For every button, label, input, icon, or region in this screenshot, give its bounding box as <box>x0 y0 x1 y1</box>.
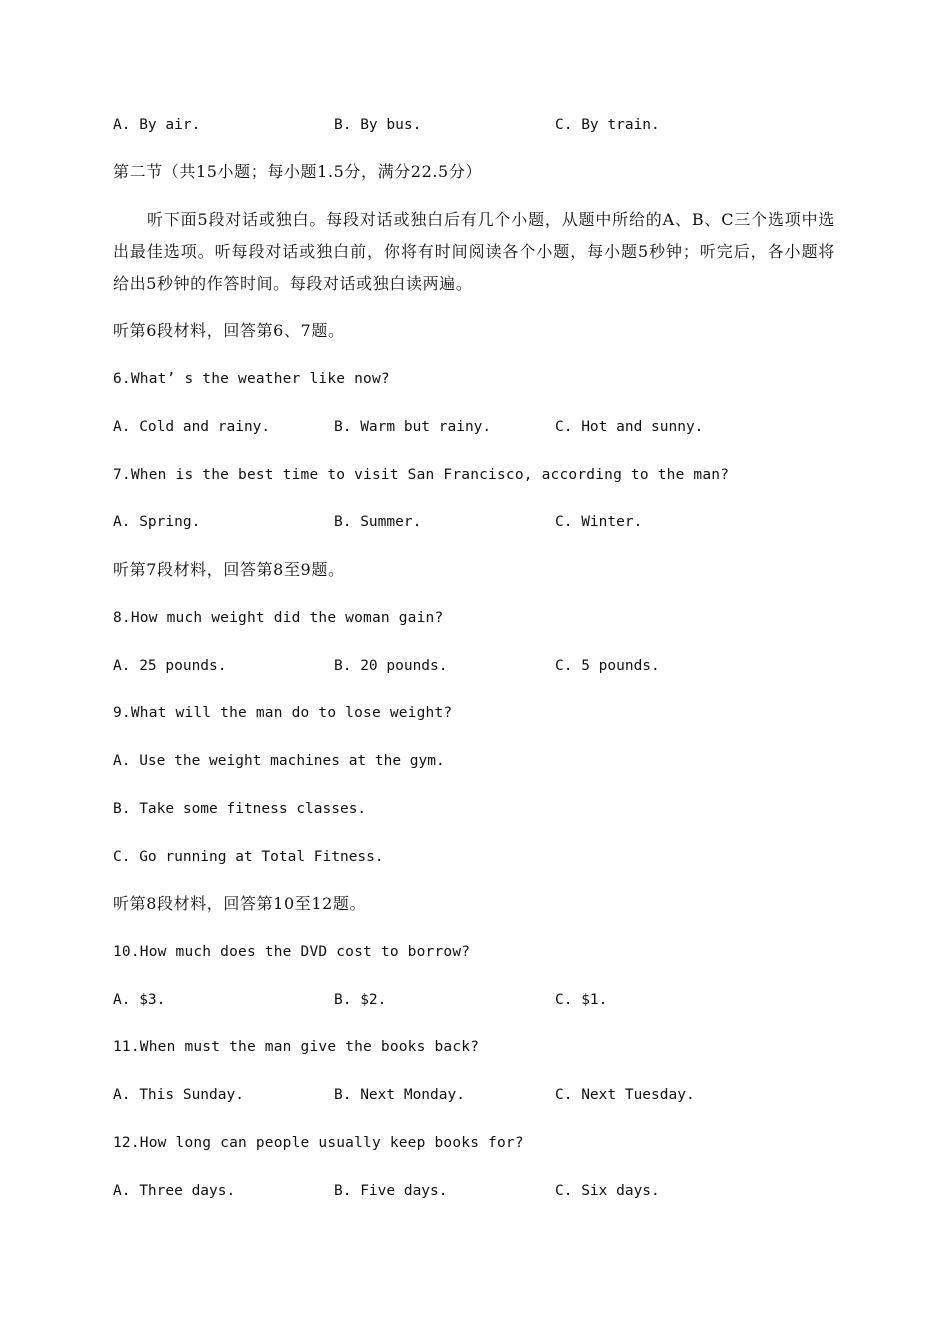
q9-option-b: B. Take some fitness classes. <box>113 801 367 817</box>
q10-stem: 10.How much does the DVD cost to borrow? <box>113 944 471 960</box>
q9-option-c: C. Go running at Total Fitness. <box>113 849 384 865</box>
q10-option-a: A. $3. <box>113 992 166 1008</box>
section2-instructions: 听下面5段对话或独白。每段对话或独白后有几个小题，从题中所给的A、B、C三个选项中选出最佳选项。听每段对话或独白前，你将有时间阅读各个小题，每小题5秒钟；听完后，各小题将给出5秒钟的作答时间。每段对话或独白读两遍。 <box>113 210 835 293</box>
q6-option-b: B. Warm but rainy. <box>334 419 492 435</box>
q6-option-a: A. Cold and rainy. <box>113 419 271 435</box>
section2-heading: 第二节（共15小题；每小题1.5分，满分22.5分） <box>113 162 483 181</box>
q11-option-b: B. Next Monday. <box>334 1087 465 1103</box>
q9-option-a: A. Use the weight machines at the gym. <box>113 753 445 769</box>
q6-option-c: C. Hot and sunny. <box>555 419 704 435</box>
material7-header: 听第7段材料，回答第8至9题。 <box>113 560 345 579</box>
q7-option-a: A. Spring. <box>113 514 201 530</box>
q10-option-b: B. $2. <box>334 992 387 1008</box>
q11-stem: 11.When must the man give the books back? <box>113 1039 480 1055</box>
q8-option-c: C. 5 pounds. <box>555 658 660 674</box>
q7-option-b: B. Summer. <box>334 514 422 530</box>
q7-option-c: C. Winter. <box>555 514 643 530</box>
q9-stem: 9.What will the man do to lose weight? <box>113 705 453 721</box>
material6-header: 听第6段材料，回答第6、7题。 <box>113 321 345 340</box>
q8-option-a: A. 25 pounds. <box>113 658 227 674</box>
q5-option-c: C. By train. <box>555 117 660 133</box>
q12-stem: 12.How long can people usually keep books for? <box>113 1135 524 1151</box>
material8-header: 听第8段材料，回答第10至12题。 <box>113 894 367 913</box>
q12-option-a: A. Three days. <box>113 1183 236 1199</box>
q11-option-a: A. This Sunday. <box>113 1087 244 1103</box>
q12-option-b: B. Five days. <box>334 1183 448 1199</box>
q10-option-c: C. $1. <box>555 992 608 1008</box>
q8-option-b: B. 20 pounds. <box>334 658 448 674</box>
q6-stem: 6.What’ s the weather like now? <box>113 371 390 387</box>
q5-option-b: B. By bus. <box>334 117 422 133</box>
q12-option-c: C. Six days. <box>555 1183 660 1199</box>
q5-option-a: A. By air. <box>113 117 201 133</box>
q8-stem: 8.How much weight did the woman gain? <box>113 610 444 626</box>
q11-option-c: C. Next Tuesday. <box>555 1087 695 1103</box>
q7-stem: 7.When is the best time to visit San Francisco, according to the man? <box>113 467 730 483</box>
